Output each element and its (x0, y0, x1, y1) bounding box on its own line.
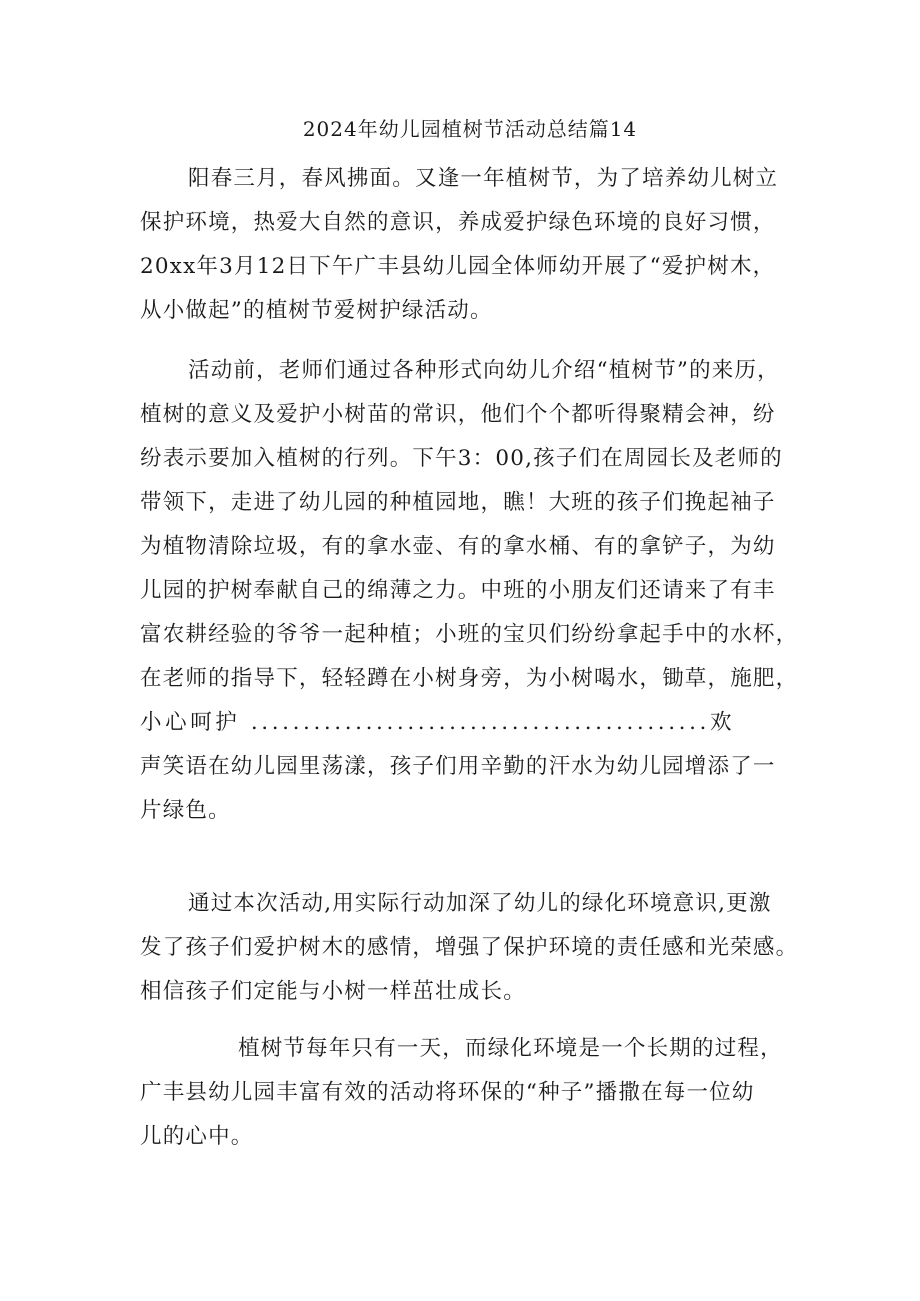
paragraph-line: 发了孩子们爱护树木的感情，增强了保护环境的责任感和光荣感。 (140, 935, 799, 960)
paragraph-line: 在老师的指导下，轻轻蹲在小树身旁，为小树喝水，锄草，施肥， (140, 666, 799, 691)
paragraph-line: 广丰县幼儿园丰富有效的活动将环保的“种子”播撒在每一位幼 (140, 1080, 755, 1105)
paragraph-line: 植树节每年只有一天，而绿化环境是一个长期的过程， (238, 1036, 783, 1061)
paragraph-line: 为植物清除垃圾，有的拿水壶、有的拿水桶、有的拿铲子，为幼 (140, 534, 776, 559)
paragraph-line: 儿的心中。 (140, 1124, 254, 1149)
paragraph-line: 小心呵护 ............................................欢 (140, 710, 736, 735)
paragraph-line: 声笑语在幼儿园里荡漾，孩子们用辛勤的汗水为幼儿园增添了一 (140, 754, 776, 779)
paragraph-line: 片绿色。 (140, 798, 231, 823)
paragraph-line: 20xx年3月12日下午广丰县幼儿园全体师幼开展了“爱护树木， (140, 254, 776, 279)
paragraph-line: 通过本次活动,用实际行动加深了幼儿的绿化环境意识,更激 (188, 891, 772, 916)
document-title: 2024年幼儿园植树节活动总结篇14 (302, 117, 638, 141)
paragraph-2 (140, 349, 810, 833)
paragraph-line: 保护环境，热爱大自然的意识，养成爱护绿色环境的良好习惯， (140, 210, 776, 235)
paragraph-line: 活动前，老师们通过各种形式向幼儿介绍“植树节”的来历， (188, 358, 780, 383)
paragraph-line: 带领下，走进了幼儿园的种植园地，瞧！大班的孩子们挽起袖子 (140, 490, 776, 515)
paragraph-line: 植树的意义及爱护小树苗的常识，他们个个都听得聚精会神，纷 (140, 402, 776, 427)
paragraph-4 (140, 1027, 810, 1159)
paragraph-line: 儿园的护树奉献自己的绵薄之力。中班的小朋友们还请来了有丰 (140, 578, 776, 603)
paragraph-line: 相信孩子们定能与小树一样茁壮成长。 (140, 979, 526, 1004)
paragraph-line: 纷表示要加入植树的行列。下午3：00,孩子们在周园长及老师的 (140, 446, 783, 471)
paragraph-line: 从小做起”的植树节爱树护绿活动。 (140, 298, 493, 323)
paragraph-3 (140, 882, 810, 1014)
paragraph-line: 阳春三月，春风拂面。又逢一年植树节，为了培养幼儿树立 (188, 166, 779, 191)
paragraph-line: 富农耕经验的爷爷一起种植；小班的宝贝们纷纷拿起手中的水杯， (140, 622, 799, 647)
paragraph-1 (140, 157, 810, 333)
